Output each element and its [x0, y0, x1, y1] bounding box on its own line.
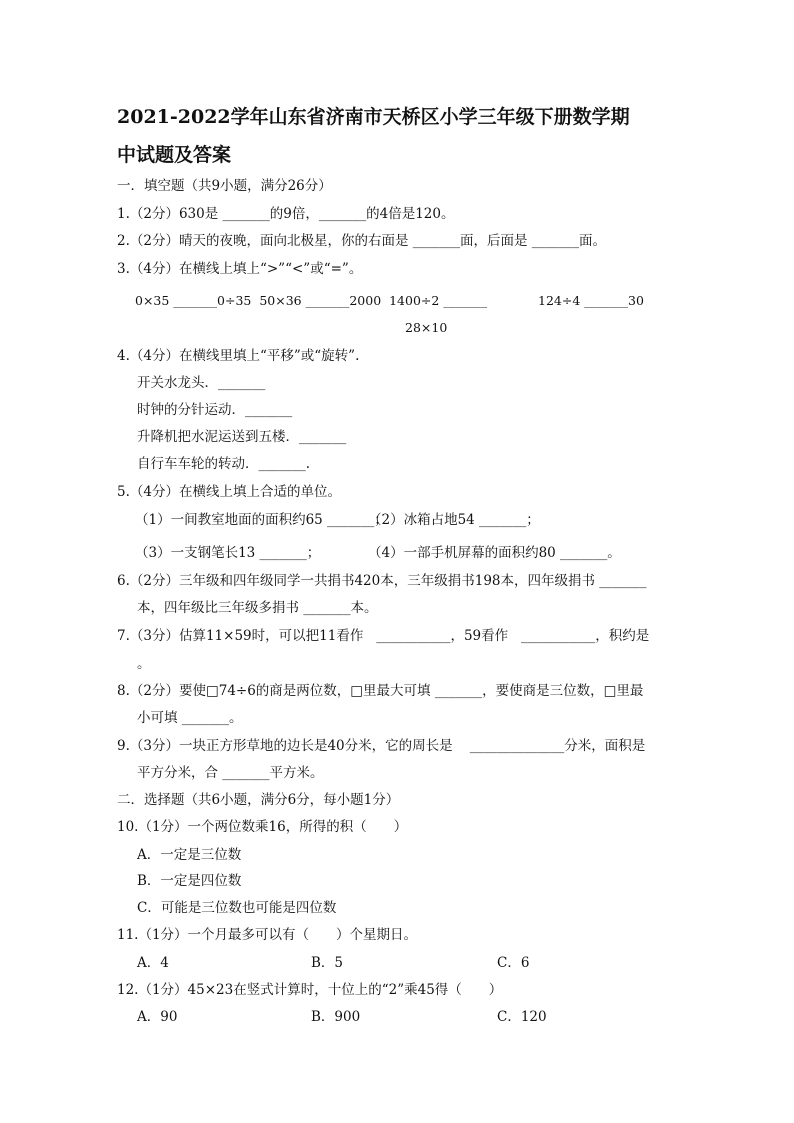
- question-12: 12.（1分）45×23在竖式计算时，十位上的“2”乘45得（ ）: [117, 982, 503, 998]
- question-7: 7.（3分）估算11×59时，可以把11看作 ___________，59看作 ___________，积约是: [117, 628, 650, 644]
- question-10: 10.（1分）一个两位数乘16，所得的积（ ）: [117, 819, 408, 835]
- question-7-cont: 。: [137, 656, 151, 672]
- q12-option-c: C．120: [497, 1009, 547, 1025]
- question-1: 1.（2分）630是 _______的9倍，_______的4倍是120。: [117, 206, 455, 222]
- question-11: 11.（1分）一个月最多可以有（ ）个星期日。: [117, 927, 418, 943]
- section-heading: 二．选择题（共6小题，满分6分，每小题1分）: [117, 792, 400, 808]
- question-9: 9.（3分）一块正方形草地的边长是40分米，它的周长是 ______________分米，面积是: [117, 738, 646, 754]
- q3-row-b: 124÷4 _______30: [538, 293, 644, 308]
- question-6: 6.（2分）三年级和四年级同学一共捐书420本，三年级捐书198本，四年级捐书 _______: [117, 573, 647, 589]
- q4-item: 开关水龙头．_______: [137, 375, 266, 391]
- question-5: 5.（4分）在横线上填上合适的单位。: [117, 484, 341, 500]
- q5-item: （2）冰箱占地54 _______；: [368, 512, 540, 528]
- question-2: 2.（2分）晴天的夜晚，面向北极星，你的右面是 _______面，后面是 _______面。: [117, 233, 607, 249]
- q5-item: （1）一间教室地面的面积约65 _______；: [135, 512, 388, 528]
- q11-option-c: C．6: [497, 955, 530, 971]
- q4-item: 升降机把水泥运送到五楼．_______: [137, 429, 347, 445]
- question-3: 3.（4分）在横线上填上“>”“<”或“=”。: [117, 261, 363, 277]
- q3-row-c: 28×10: [405, 320, 448, 335]
- section-heading: 一．填空题（共9小题，满分26分）: [117, 178, 332, 194]
- question-8-cont: 小可填 _______。: [137, 710, 243, 726]
- q11-option-b: B．5: [311, 955, 344, 971]
- q12-option-b: B．900: [311, 1009, 361, 1025]
- q3-row-a: 0×35 _______0÷35 50×36 _______2000 1400÷2 _______: [135, 293, 488, 308]
- question-9-cont: 平方分米，合 _______平方米。: [137, 765, 324, 781]
- q10-option-a: A．一定是三位数: [137, 847, 242, 863]
- q11-option-a: A．4: [137, 955, 169, 971]
- q4-item: 自行车车轮的转动．_______.: [137, 456, 311, 472]
- q5-item: （3）一支钢笔长13 _______；: [135, 545, 321, 561]
- question-4: 4.（4分）在横线里填上“平移”或“旋转”.: [117, 348, 360, 364]
- q10-option-b: B．一定是四位数: [137, 873, 242, 889]
- q12-option-a: A．90: [137, 1009, 178, 1025]
- doc-title-line2: 中试题及答案: [117, 144, 232, 166]
- question-8: 8.（2分）要使□74÷6的商是两位数，□里最大可填 _______，要使商是三位数，□里最: [117, 683, 644, 699]
- q5-item: （4）一部手机屏幕的面积约80 _______。: [368, 545, 621, 561]
- q4-item: 时钟的分针运动．_______: [137, 402, 293, 418]
- doc-title-line1: 2021-2022学年山东省济南市天桥区小学三年级下册数学期: [117, 106, 630, 128]
- question-6-cont: 本，四年级比三年级多捐书 _______本。: [137, 600, 378, 616]
- q10-option-c: C．可能是三位数也可能是四位数: [137, 900, 337, 916]
